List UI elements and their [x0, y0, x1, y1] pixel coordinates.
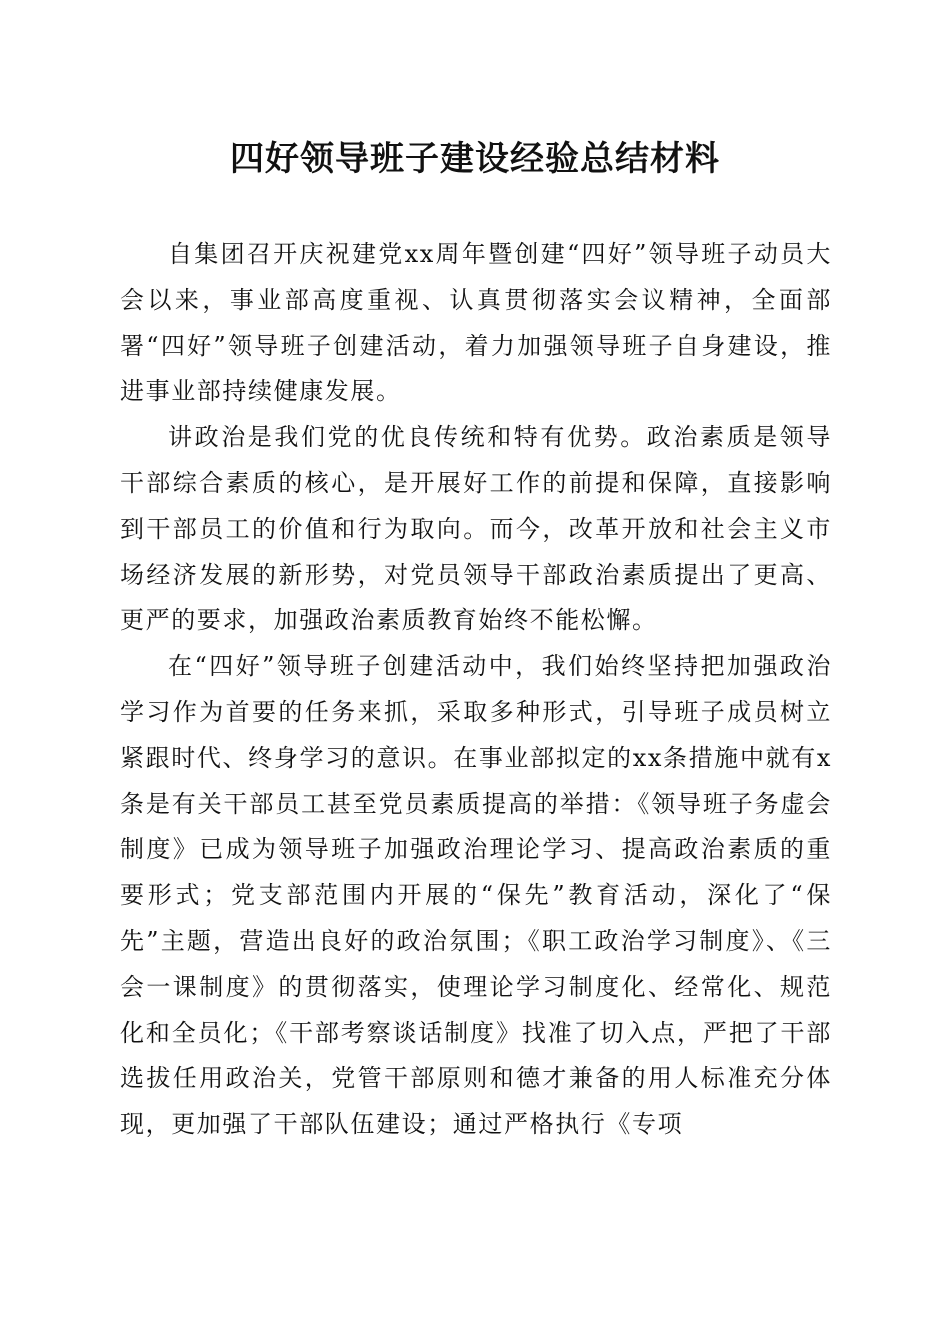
paragraph-study: 在“四好”领导班子创建活动中，我们始终坚持把加强政治学习作为首要的任务来抓，采取多种形式，引导班子成员树立紧跟时代、终身学习的意识。在事业部拟定的xx条措施中就有x条是有关干部员工甚至党员素质提高的举措：《领导班子务虚会制度》已成为领导班子加强政治理论学习、提高政治素质的重要形式；党支部范围内开展的“保先”教育活动，深化了“保先”主题，营造出良好的政治氛围；《职工政治学习制度》、《三会一课制度》的贯彻落实，使理论学习制度化、经常化、规范化和全员化；《干部考察谈话制度》找准了切入点，严把了干部选拔任用政治关，党管干部原则和德才兼备的用人标准充分体现，更加强了干部队伍建设；通过严格执行《专项 — [120, 652, 832, 1139]
paragraph-politics: 讲政治是我们党的优良传统和特有优势。政治素质是领导干部综合素质的核心，是开展好工作的前提和保障，直接影响到干部员工的价值和行为取向。而今，改革开放和社会主义市场经济发展的新形势，对党员领导干部政治素质提出了更高、更严的要求，加强政治素质教育始终不能松懈。 — [120, 423, 832, 635]
document-title: 四好领导班子建设经验总结材料 — [230, 139, 720, 179]
paragraph-intro: 自集团召开庆祝建党xx周年暨创建“四好”领导班子动员大会以来，事业部高度重视、认真贯彻落实会议精神，全面部署“四好”领导班子创建活动，着力加强领导班子自身建设，推进事业部持续健康发展。 — [120, 240, 832, 406]
document-body — [120, 232, 832, 1148]
